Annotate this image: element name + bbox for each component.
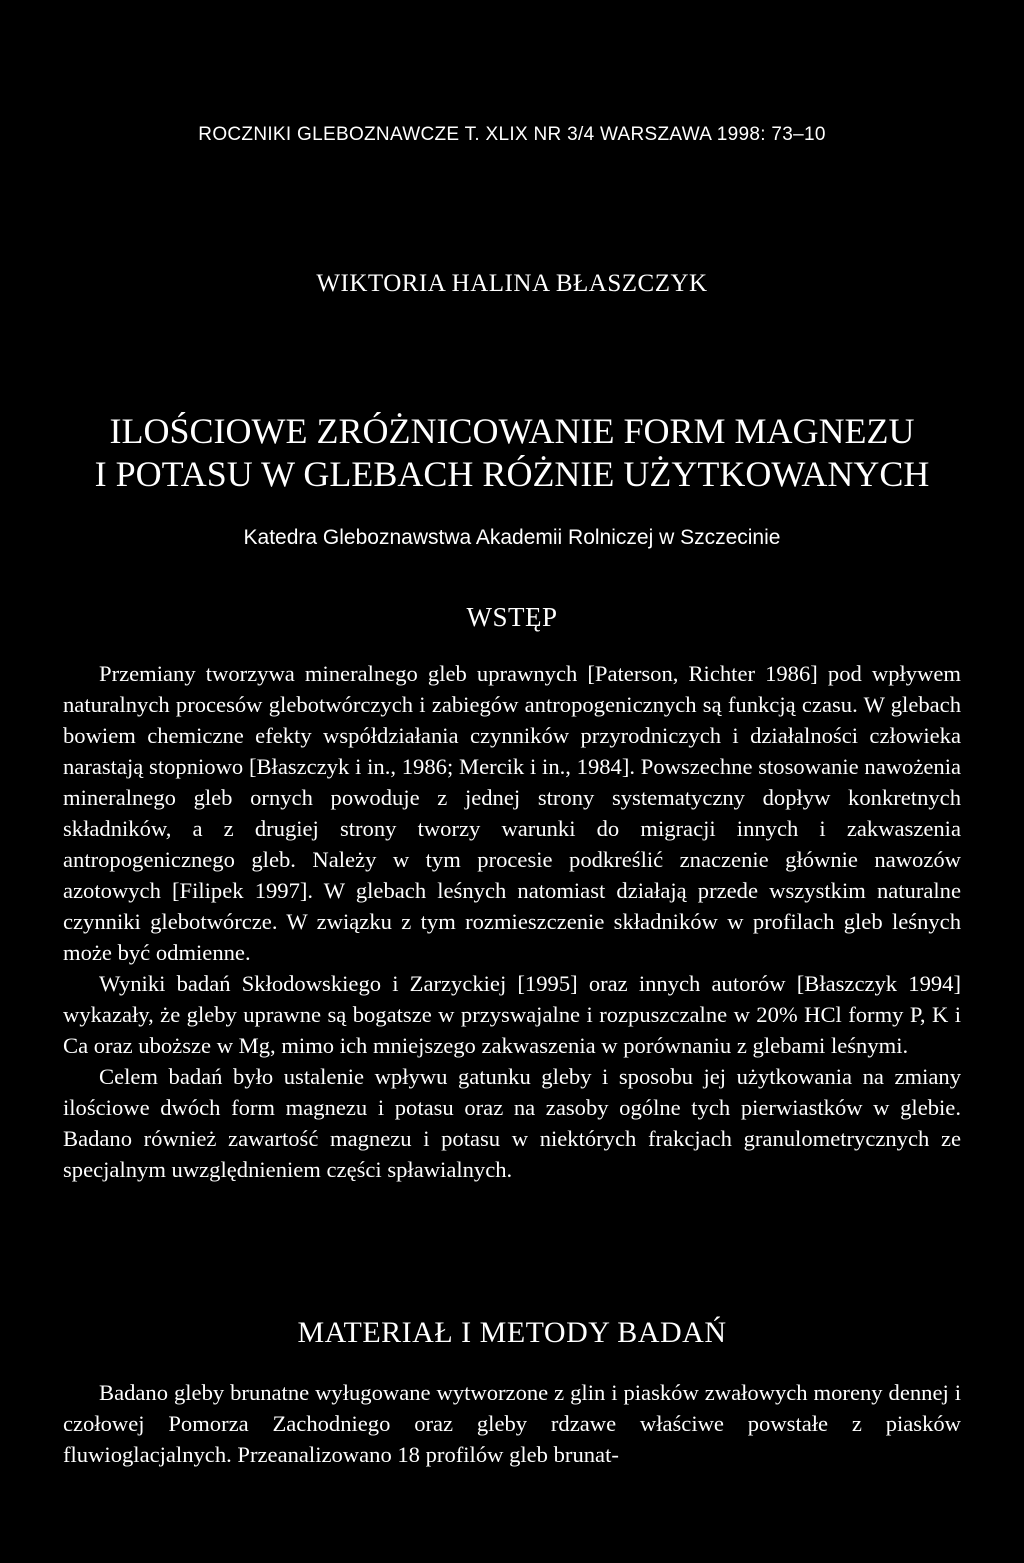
paragraph: Przemiany tworzywa mineralnego gleb uprawnych [Paterson, Richter 1986] pod wpływem naturalnych procesów glebotwórczych i zabiegów antropogenicznych są funkcją czasu. W glebach bowiem chemiczne efekty współdziałania czynników przyrodniczych i działalności człowieka narastają stopniowo [Błaszczyk i in., 1986; Mercik i in., 1984]. Powszechne stosowanie nawożenia mineralnego gleb ornych powoduje z jednej strony systematyczny dopływ konkretnych składników, a z drugiej strony tworzy warunki do migracji innych i zakwaszenia antropogenicznego gleb. Należy w tym procesie podkreślić znaczenie głównie nawozów azotowych [Filipek 1997]. W glebach leśnych natomiast działają przede wszystkim naturalne czynniki glebotwórcze. W związku z tym rozmieszczenie składników w profilach gleb leśnych może być odmienne. — [63, 661, 961, 965]
section-body-intro — [63, 658, 961, 1185]
section-body-methods — [63, 1377, 961, 1470]
author-name: WIKTORIA HALINA BŁASZCZYK — [316, 270, 708, 297]
article-title-line-1: ILOŚCIOWE ZRÓŻNICOWANIE FORM MAGNEZU — [109, 411, 915, 451]
paragraph: Wyniki badań Skłodowskiego i Zarzyckiej [1995] oraz innych autorów [Błaszczyk 1994] wykazały, że gleby uprawne są bogatsze w przyswajalne i rozpuszczalne w 20% HCl formy P, K i Ca oraz uboższe w Mg, mimo ich mniejszego zakwaszenia w porównaniu z glebami leśnymi. — [63, 971, 961, 1058]
article-title — [0, 410, 1024, 496]
section-heading-intro: WSTĘP — [466, 602, 558, 632]
section-heading-methods: MATERIAŁ I METODY BADAŃ — [297, 1316, 727, 1349]
article-title-line-2: I POTASU W GLEBACH RÓŻNIE UŻYTKOWANYCH — [94, 454, 930, 494]
paragraph: Badano gleby brunatne wyługowane wytworzone z glin i piasków zwałowych moreny dennej i czołowej Pomorza Zachodniego oraz gleby rdzawe właściwe powstałe z piasków fluwioglacjalnych. Przeanalizowano 18 profilów gleb brunat- — [63, 1380, 961, 1467]
running-head: ROCZNIKI GLEBOZNAWCZE T. XLIX NR 3/4 WARSZAWA 1998: 73–10 — [198, 124, 826, 145]
affiliation: Katedra Gleboznawstwa Akademii Rolniczej w Szczecinie — [243, 526, 781, 549]
paragraph: Celem badań było ustalenie wpływu gatunku gleby i sposobu jej użytkowania na zmiany ilościowe dwóch form magnezu i potasu oraz na zasoby ogólne tych pierwiastków w glebie. Badano również zawartość magnezu i potasu w niektórych frakcjach granulometrycznych ze specjalnym uwzględnieniem części spławialnych. — [63, 1064, 961, 1182]
